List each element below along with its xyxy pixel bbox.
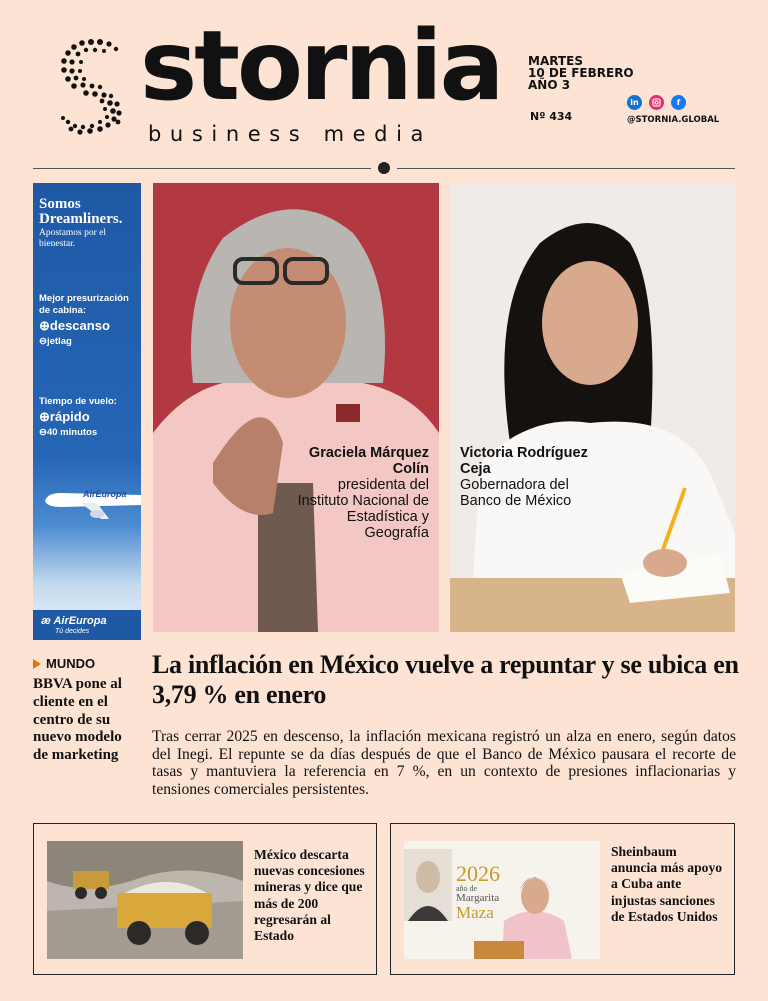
ad-brand-tagline: Tú decides <box>55 628 90 635</box>
story-headline[interactable]: Sheinbaum anuncia más apoyo a Cuba ante injustas sanciones de Estados Unidos <box>611 844 723 924</box>
ad-headline: Somos Dreamliners. <box>39 196 123 227</box>
mining-trucks-image <box>47 841 243 959</box>
ad-block-time-label: Tiempo de vuelo: <box>39 396 117 407</box>
issue-date <box>528 55 634 91</box>
plus-icon: ⊕ <box>39 409 50 424</box>
issue-year: AÑO 3 <box>528 78 571 92</box>
section-tag[interactable] <box>33 656 95 671</box>
facebook-icon[interactable]: f <box>671 95 686 110</box>
portrait-illustration <box>450 183 735 632</box>
year-banner: 2026 año de Margarita Maza <box>456 861 500 922</box>
issue-number: Nº 434 <box>530 110 573 123</box>
photo-caption <box>289 445 429 541</box>
person-name: Victoria Rodríguez Ceja <box>460 445 588 477</box>
story-headline[interactable]: México descarta nuevas concesiones mineras y dice que más de 200 regresarán al Estado <box>254 847 365 944</box>
airline-ad[interactable] <box>33 183 141 640</box>
photo-victoria-rodriguez[interactable] <box>450 183 735 632</box>
main-body: Tras cerrar 2025 en descenso, la inflación mexicana registró un alza en enero, según datos del Inegi. El repunte se da días después de que el Banco de México pausara el recorte de tasas y mantuviera la referencia en 7 %, en un contexto de presiones inflacionarias y tensiones comerciales persistentes. <box>152 728 736 798</box>
minus-icon: ⊖ <box>39 427 47 438</box>
ad-plus-item: ⊕descanso <box>39 318 110 333</box>
person-role: presidenta del Instituto Nacional de Estadística y Geografía <box>297 477 429 541</box>
stornia-logo-icon <box>58 36 124 136</box>
photo-graciela-marquez[interactable] <box>153 183 439 632</box>
story-card-cuba[interactable] <box>390 823 735 975</box>
divider-ornament <box>378 162 390 174</box>
person-role: Gobernadora del Banco de México <box>460 477 572 509</box>
ad-minus-item: ⊖40 minutos <box>39 427 98 438</box>
plus-icon: ⊕ <box>39 318 50 333</box>
social-handle[interactable]: @STORNIA.GLOBAL <box>627 115 720 125</box>
plane-livery: AirEuropa <box>83 489 127 499</box>
story-card-mining[interactable] <box>33 823 377 975</box>
section-label: MUNDO <box>46 656 96 671</box>
instagram-icon[interactable] <box>649 95 664 110</box>
arrow-right-icon <box>33 659 41 669</box>
sidebar-headline[interactable]: BBVA pone al cliente en el centro de su nuevo modelo de marketing <box>33 676 122 764</box>
person-name: Graciela Márquez Colín <box>308 445 429 477</box>
ad-block-cabin-label: Mejor presurización de cabina: <box>39 293 129 316</box>
issue-day: MARTES <box>528 54 583 68</box>
brand-wordmark: stornia <box>140 10 502 122</box>
linkedin-icon[interactable]: in <box>627 95 642 110</box>
ad-subline: Apostamos por el bienestar. <box>39 228 107 249</box>
ad-block-cabin <box>39 293 141 349</box>
ad-minus-item: ⊖jetlag <box>39 336 72 347</box>
ad-block-time <box>39 396 117 440</box>
portrait-illustration <box>153 183 439 632</box>
issue-date-text: 10 DE FEBRERO <box>528 66 634 80</box>
brand-tagline: business media <box>148 122 433 146</box>
minus-icon: ⊖ <box>39 336 47 347</box>
divider-left <box>33 168 371 169</box>
ad-plus-item: ⊕rápido <box>39 409 90 424</box>
sheinbaum-podium-image <box>404 841 600 959</box>
aireuropa-logo-icon: æ <box>41 615 51 627</box>
main-headline[interactable]: La inflación en México vuelve a repuntar y se ubica en 3,79 % en enero <box>152 650 739 709</box>
ad-brand-logo: æ AirEuropa <box>41 615 107 627</box>
photo-caption <box>460 445 600 509</box>
divider-right <box>397 168 735 169</box>
social-links <box>627 95 686 110</box>
